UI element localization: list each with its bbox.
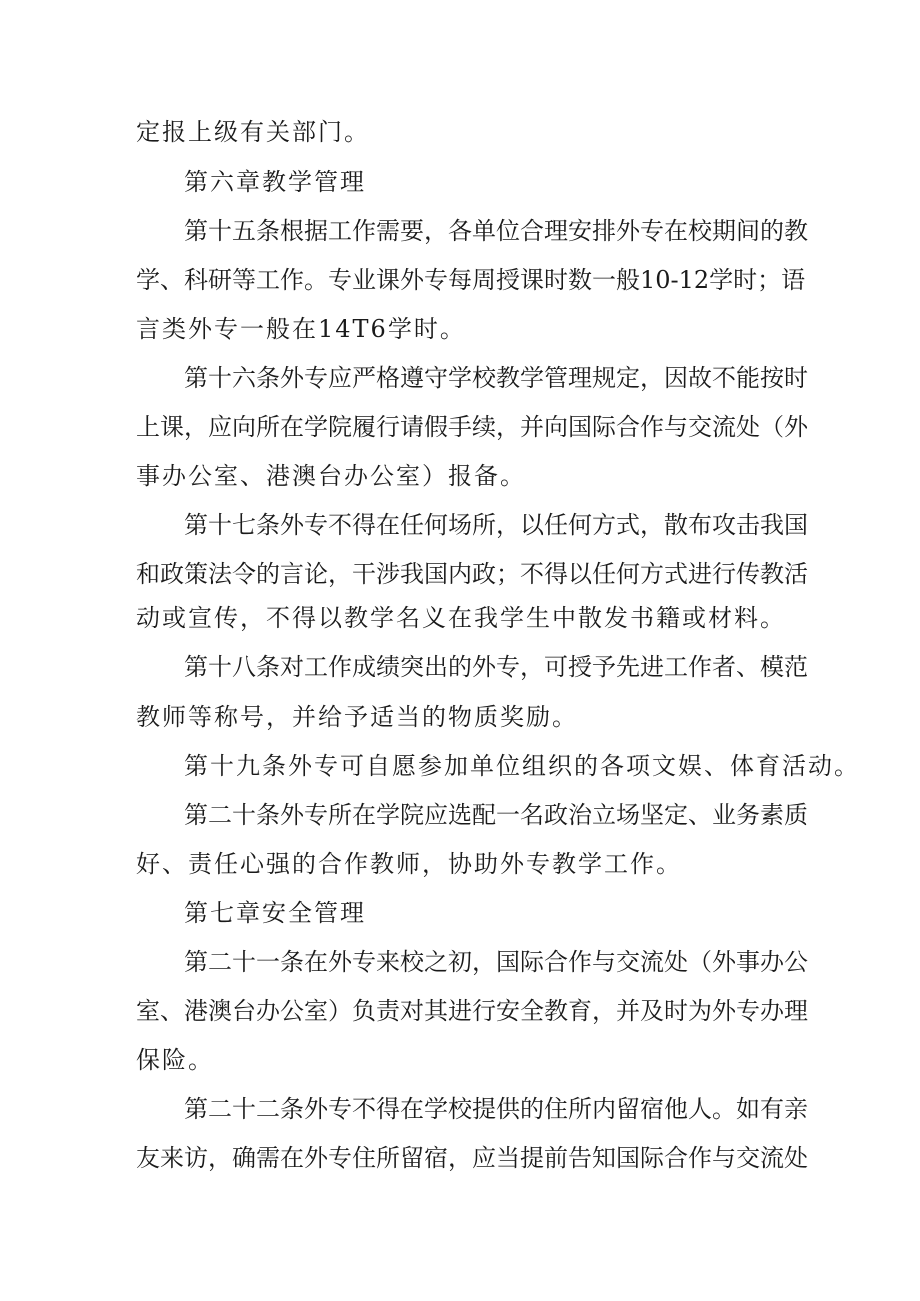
paragraph-line: 室、港澳台办公室）负责对其进行安全教育，并及时为外专办理 <box>136 997 808 1025</box>
paragraph-line: 第十六条外专应严格遵守学校教学管理规定，因故不能按时 <box>184 364 808 392</box>
paragraph-line: 学、科研等工作。专业课外专每周授课时数一般10-12学时；语 <box>136 266 806 294</box>
paragraph-line: 保险。 <box>136 1046 214 1074</box>
chapter-heading: 第七章安全管理 <box>184 899 366 927</box>
paragraph-line: 动或宣传，不得以教学名义在我学生中散发书籍或材料。 <box>136 604 786 632</box>
chapter-heading: 第六章教学管理 <box>184 168 366 196</box>
paragraph-line: 事办公室、港澳台办公室）报备。 <box>136 462 526 490</box>
paragraph-line: 第十九条外专可自愿参加单位组织的各项文娱、体育活动。 <box>184 752 860 780</box>
paragraph-line: 言类外专一般在14T6学时。 <box>136 315 466 343</box>
paragraph-line: 友来访，确需在外专住所留宿，应当提前告知国际合作与交流处 <box>136 1144 808 1172</box>
paragraph-line: 上课，应向所在学院履行请假手续，并向国际合作与交流处（外 <box>136 413 808 441</box>
paragraph-line: 第二十二条外专不得在学校提供的住所内留宿他人。如有亲 <box>184 1095 808 1123</box>
paragraph-line: 好、责任心强的合作教师，协助外专教学工作。 <box>136 850 682 878</box>
paragraph-line: 第二十条外专所在学院应选配一名政治立场坚定、业务素质 <box>184 801 808 829</box>
paragraph-line: 定报上级有关部门。 <box>136 118 370 146</box>
paragraph-line: 教师等称号，并给予适当的物质奖励。 <box>136 703 578 731</box>
paragraph-line: 第二十一条在外专来校之初，国际合作与交流处（外事办公 <box>184 948 808 976</box>
paragraph-line: 第十七条外专不得在任何场所，以任何方式，散布攻击我国 <box>184 511 808 539</box>
paragraph-line: 和政策法令的言论，干涉我国内政；不得以任何方式进行传教活 <box>136 560 808 588</box>
paragraph-line: 第十五条根据工作需要，各单位合理安排外专在校期间的教 <box>184 217 808 245</box>
paragraph-line: 第十八条对工作成绩突出的外专，可授予先进工作者、模范 <box>184 653 808 681</box>
